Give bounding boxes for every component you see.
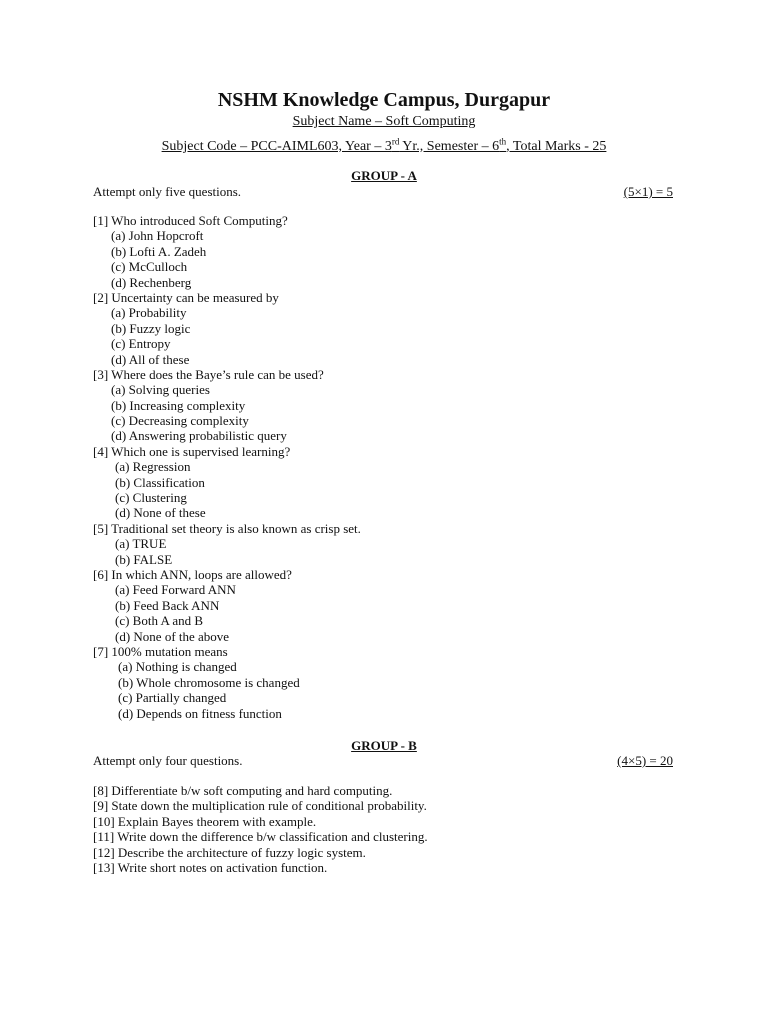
question-1-option-c: (c) McCulloch [111, 259, 188, 275]
question-7-option-b: (b) Whole chromosome is changed [118, 674, 300, 690]
question-5-option-b: (b) FALSE [115, 551, 173, 567]
question-2-option-a: (a) Probability [111, 305, 187, 321]
question-13: [13] Write short notes on activation function. [93, 859, 328, 875]
question-3-option-c: (c) Decreasing complexity [111, 413, 249, 429]
group-b-questions [93, 783, 693, 875]
group-a-instruction-row [93, 184, 673, 199]
question-7-option-a: (a) Nothing is changed [118, 659, 237, 675]
question-2-option-c: (c) Entropy [111, 336, 171, 352]
question-12: [12] Describe the architecture of fuzzy logic system. [93, 844, 366, 860]
question-4-option-b: (b) Classification [115, 474, 205, 490]
question-10: [10] Explain Bayes theorem with example. [93, 813, 317, 829]
group-b-marks: (4×5) = 20 [617, 753, 673, 768]
question-3-option-d: (d) Answering probabilistic query [111, 428, 287, 444]
question-7-option-d: (d) Depends on fitness function [118, 705, 282, 721]
question-5: [5] Traditional set theory is also known as crisp set. [93, 520, 361, 536]
group-a-questions [93, 213, 693, 721]
question-1-option-a: (a) John Hopcroft [111, 228, 204, 244]
question-1-option-d: (d) Rechenberg [111, 274, 192, 290]
question-9: [9] State down the multiplication rule of conditional probability. [93, 798, 427, 814]
question-1: [1] Who introduced Soft Computing? [93, 213, 288, 228]
question-11: [11] Write down the difference b/w classification and clustering. [93, 829, 428, 845]
question-7: [7] 100% mutation means [93, 643, 228, 659]
subject-code: Subject Code – PCC-AIML603, Year – 3rd Yr., Semester – 6th, Total Marks - 25 [161, 136, 607, 154]
group-b-instruction-row [93, 753, 673, 768]
question-6: [6] In which ANN, loops are allowed? [93, 566, 292, 582]
question-6-option-b: (b) Feed Back ANN [115, 597, 220, 613]
question-3-option-a: (a) Solving queries [111, 382, 210, 398]
subject-name-line [0, 113, 768, 130]
group-a-heading: GROUP - A [351, 168, 417, 183]
question-2-option-d: (d) All of these [111, 351, 190, 367]
question-6-option-c: (c) Both A and B [115, 613, 204, 629]
group-a-marks: (5×1) = 5 [623, 184, 673, 199]
question-4-option-a: (a) Regression [115, 459, 191, 475]
question-7-option-c: (c) Partially changed [118, 690, 227, 706]
group-b-heading: GROUP - B [351, 738, 417, 753]
question-2: [2] Uncertainty can be measured by [93, 289, 279, 305]
question-3: [3] Where does the Baye’s rule can be used? [93, 366, 324, 382]
group-b-instruction: Attempt only four questions. [93, 753, 243, 768]
question-3-option-b: (b) Increasing complexity [111, 397, 246, 413]
question-2-option-b: (b) Fuzzy logic [111, 320, 191, 336]
question-4-option-d: (d) None of these [115, 505, 206, 521]
subject-code-line [0, 133, 768, 155]
question-4: [4] Which one is supervised learning? [93, 443, 291, 459]
question-6-option-a: (a) Feed Forward ANN [115, 582, 236, 598]
question-8: [8] Differentiate b/w soft computing and hard computing. [93, 783, 393, 798]
question-5-option-a: (a) TRUE [115, 536, 167, 552]
group-a-instruction: Attempt only five questions. [93, 184, 242, 199]
question-1-option-b: (b) Lofti A. Zadeh [111, 243, 207, 259]
question-4-option-c: (c) Clustering [115, 490, 187, 506]
subject-name: Subject Name – Soft Computing [292, 114, 476, 129]
question-6-option-d: (d) None of the above [115, 628, 230, 644]
institution-title: NSHM Knowledge Campus, Durgapur [217, 89, 551, 111]
